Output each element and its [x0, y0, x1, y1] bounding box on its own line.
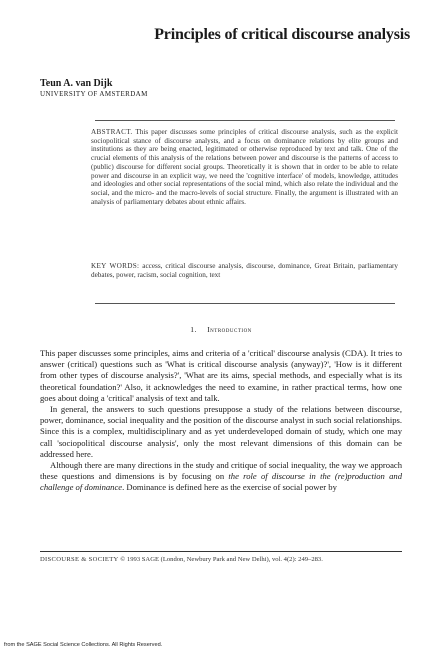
section-number: 1. [190, 325, 197, 334]
keywords-label: KEY WORDS: [91, 262, 140, 270]
body-text [40, 348, 402, 494]
paragraph-1-text: This paper discusses some principles, aims and criteria of a 'critical' discourse analysis (CDA). It tries to answer (critical) questions such as 'What is critical discourse analysis (anyway)?', 'How is it different from other types of discourse analysis?', 'What are its aims, special methods, and especially what is its theoretical foundation?' Also, it acknowledges the need to examine, in rather practical terms, how one goes about doing a 'critical' analysis of text and talk. [40, 348, 402, 403]
publication-footnote [40, 555, 402, 564]
abstract-top-rule [95, 120, 395, 121]
abstract [91, 128, 398, 206]
article-title: Principles of critical discourse analysis [154, 26, 410, 43]
keywords [91, 262, 398, 279]
paragraph-2-text: In general, the answers to such questions presuppose a study of the relations between discourse, power, dominance, social inequality and the position of the discourse analyst in such social relationships. Since this is a complex, multidisciplinary and as yet underdeveloped domain of study, which one may call 'sociopolitical discourse analysis', only the most relevant dimensions of this domain can be addressed here. [40, 404, 402, 459]
abstract-text: This paper discusses some principles of critical discourse analysis, such as the explicit sociopolitical stance of discourse analysts, and a focus on dominance relations by elite groups and institutions as they are being enacted, legitimated or otherwise reproduced by text and talk. One of the crucial elements of this analysis of the relations between power and discourse is the patterns of access to (public) discourse for different social groups. Theoretically it is shown that in order to be able to relate power and discourse in an explicit way, we need the 'cognitive interface' of models, knowledge, attitudes and ideologies and other social representations of the social mind, which also relate the individual and the social, and the micro- and the macro-levels of social structure. Finally, the argument is illustrated with an analysis of parliamentary debates about ethnic affairs. [91, 128, 398, 206]
footnote-rule [40, 551, 402, 552]
paragraph-2 [40, 404, 402, 460]
abstract-bottom-rule [95, 303, 395, 304]
keywords-text: access, critical discourse analysis, discourse, dominance, Great Britain, parliamentary debates, power, racism, social cognition, text [91, 262, 399, 279]
abstract-label: ABSTRACT. [91, 128, 133, 136]
paragraph-3-text-b: . Dominance is defined here as the exercise of social power by [122, 482, 337, 493]
author-name: Teun A. van Dijk [40, 78, 113, 89]
paragraph-3-emphasis: the role of discourse in the (re)production and challenge of dominance [40, 471, 402, 493]
journal-name: DISCOURSE & SOCIETY [40, 556, 119, 563]
paragraph-3-text-a: Although there are many directions in the study and critique of social inequality, the way we approach these questions and dimensions is by focusing on [40, 460, 402, 482]
paragraph-3 [40, 460, 402, 494]
publication-info: © 1993 SAGE (London, Newbury Park and New Delhi), vol. 4(2): 249–283. [120, 556, 323, 563]
author-affiliation: UNIVERSITY OF AMSTERDAM [40, 90, 148, 98]
section-heading [40, 325, 402, 334]
section-name: Introduction [207, 325, 252, 334]
source-credit: from the SAGE Social Science Collections. All Rights Reserved. [4, 642, 163, 648]
paragraph-1 [40, 348, 402, 404]
